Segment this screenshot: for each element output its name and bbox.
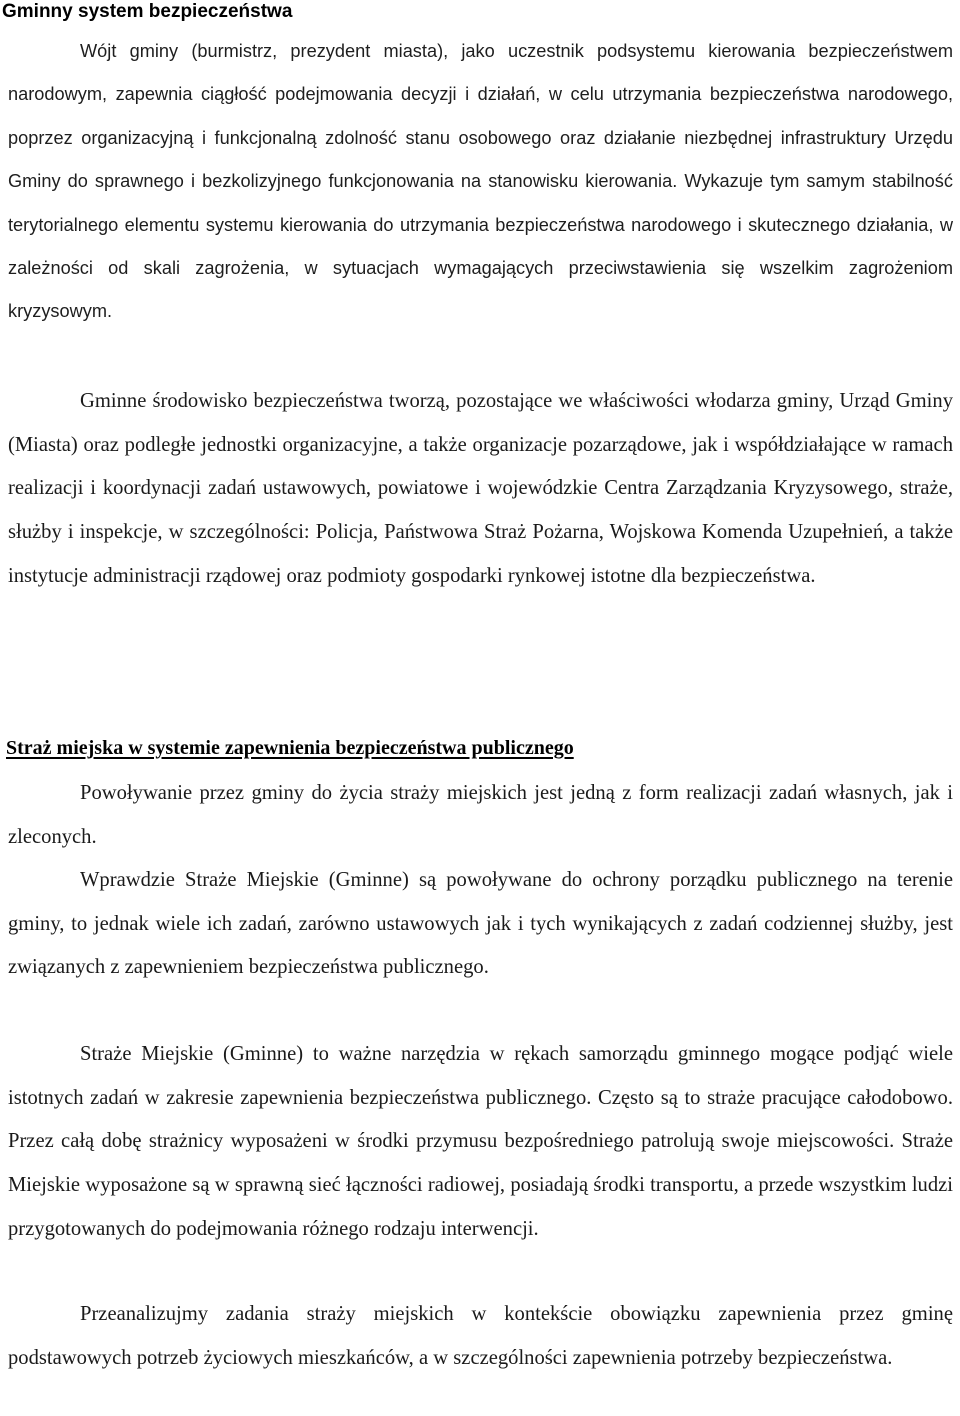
paragraph-wprawdzie: Wprawdzie Straże Miejskie (Gminne) są powoływane do ochrony porządku publicznego na terenie gminy, to jednak wiele ich zadań, zarówno ustawowych jak i tych wynikających z zadań codziennej służby, jest związanych z zapewnieniem bezpieczeństwa publicznego.: [8, 869, 953, 979]
section-heading-gminny-system: Gminny system bezpieczeństwa: [2, 1, 293, 22]
paragraph-straze-miejskie: Straże Miejskie (Gminne) to ważne narzędzia w rękach samorządu gminnego mogące podjąć wiele istotnych zadań w zakresie zapewnienia bezpieczeństwa publicznego. Często są to straże pracujące całodobowo. Przez całą dobę strażnicy wyposażeni w środki przymusu bezpośredniego patrolują swoje miejscowości. Straże Miejskie wyposażone są w sprawną sieć łączności radiowej, posiadają środki transportu, a przede wszystkim ludzi przygotowanych do podejmowania różnego rodzaju interwencji.: [8, 1043, 953, 1240]
paragraph-przeanalizujmy: Przeanalizujmy zadania straży miejskich w kontekście obowiązku zapewnienia przez gminę podstawowych potrzeb życiowych mieszkańców, a w szczególności zapewnienia potrzeby bezpieczeństwa.: [8, 1303, 953, 1369]
section-heading-straz-miejska: Straż miejska w systemie zapewnienia bezpieczeństwa publicznego: [6, 737, 574, 759]
paragraph-powolywanie: Powoływanie przez gminy do życia straży miejskich jest jedną z form realizacji zadań własnych, jak i zleconych.: [8, 782, 953, 848]
paragraph-wojt-gminy: Wójt gminy (burmistrz, prezydent miasta), jako uczestnik podsystemu kierowania bezpieczeństwem narodowym, zapewnia ciągłość podejmowania decyzji i działań, w celu utrzymania bezpieczeństwa narodowego, poprzez organizacyjną i funkcjonalną zdolność stanu osobowego oraz działanie niezbędnej infrastruktury Urzędu Gminy do sprawnego i bezkolizyjnego funkcjonowania na stanowisku kierowania. Wykazuje tym samym stabilność terytorialnego elementu systemu kierowania do utrzymania bezpieczeństwa narodowego i skutecznego działania, w zależności od skali zagrożenia, w sytuacjach wymagających przeciwstawienia się wszelkim zagrożeniom kryzysowym.: [8, 41, 953, 322]
paragraph-gminne-srodowisko: Gminne środowisko bezpieczeństwa tworzą, pozostające we właściwości włodarza gminy, Urząd Gminy (Miasta) oraz podległe jednostki organizacyjne, a także organizacje pozarządowe, jak i współdziałające w ramach realizacji i koordynacji zadań ustawowych, powiatowe i wojewódzkie Centra Zarządzania Kryzysowego, straże, służby i inspekcje, w szczególności: Policja, Państwowa Straż Pożarna, Wojskowa Komenda Uzupełnień, a także instytucje administracji rządowej oraz podmioty gospodarki rynkowej istotne dla bezpieczeństwa.: [8, 390, 953, 587]
